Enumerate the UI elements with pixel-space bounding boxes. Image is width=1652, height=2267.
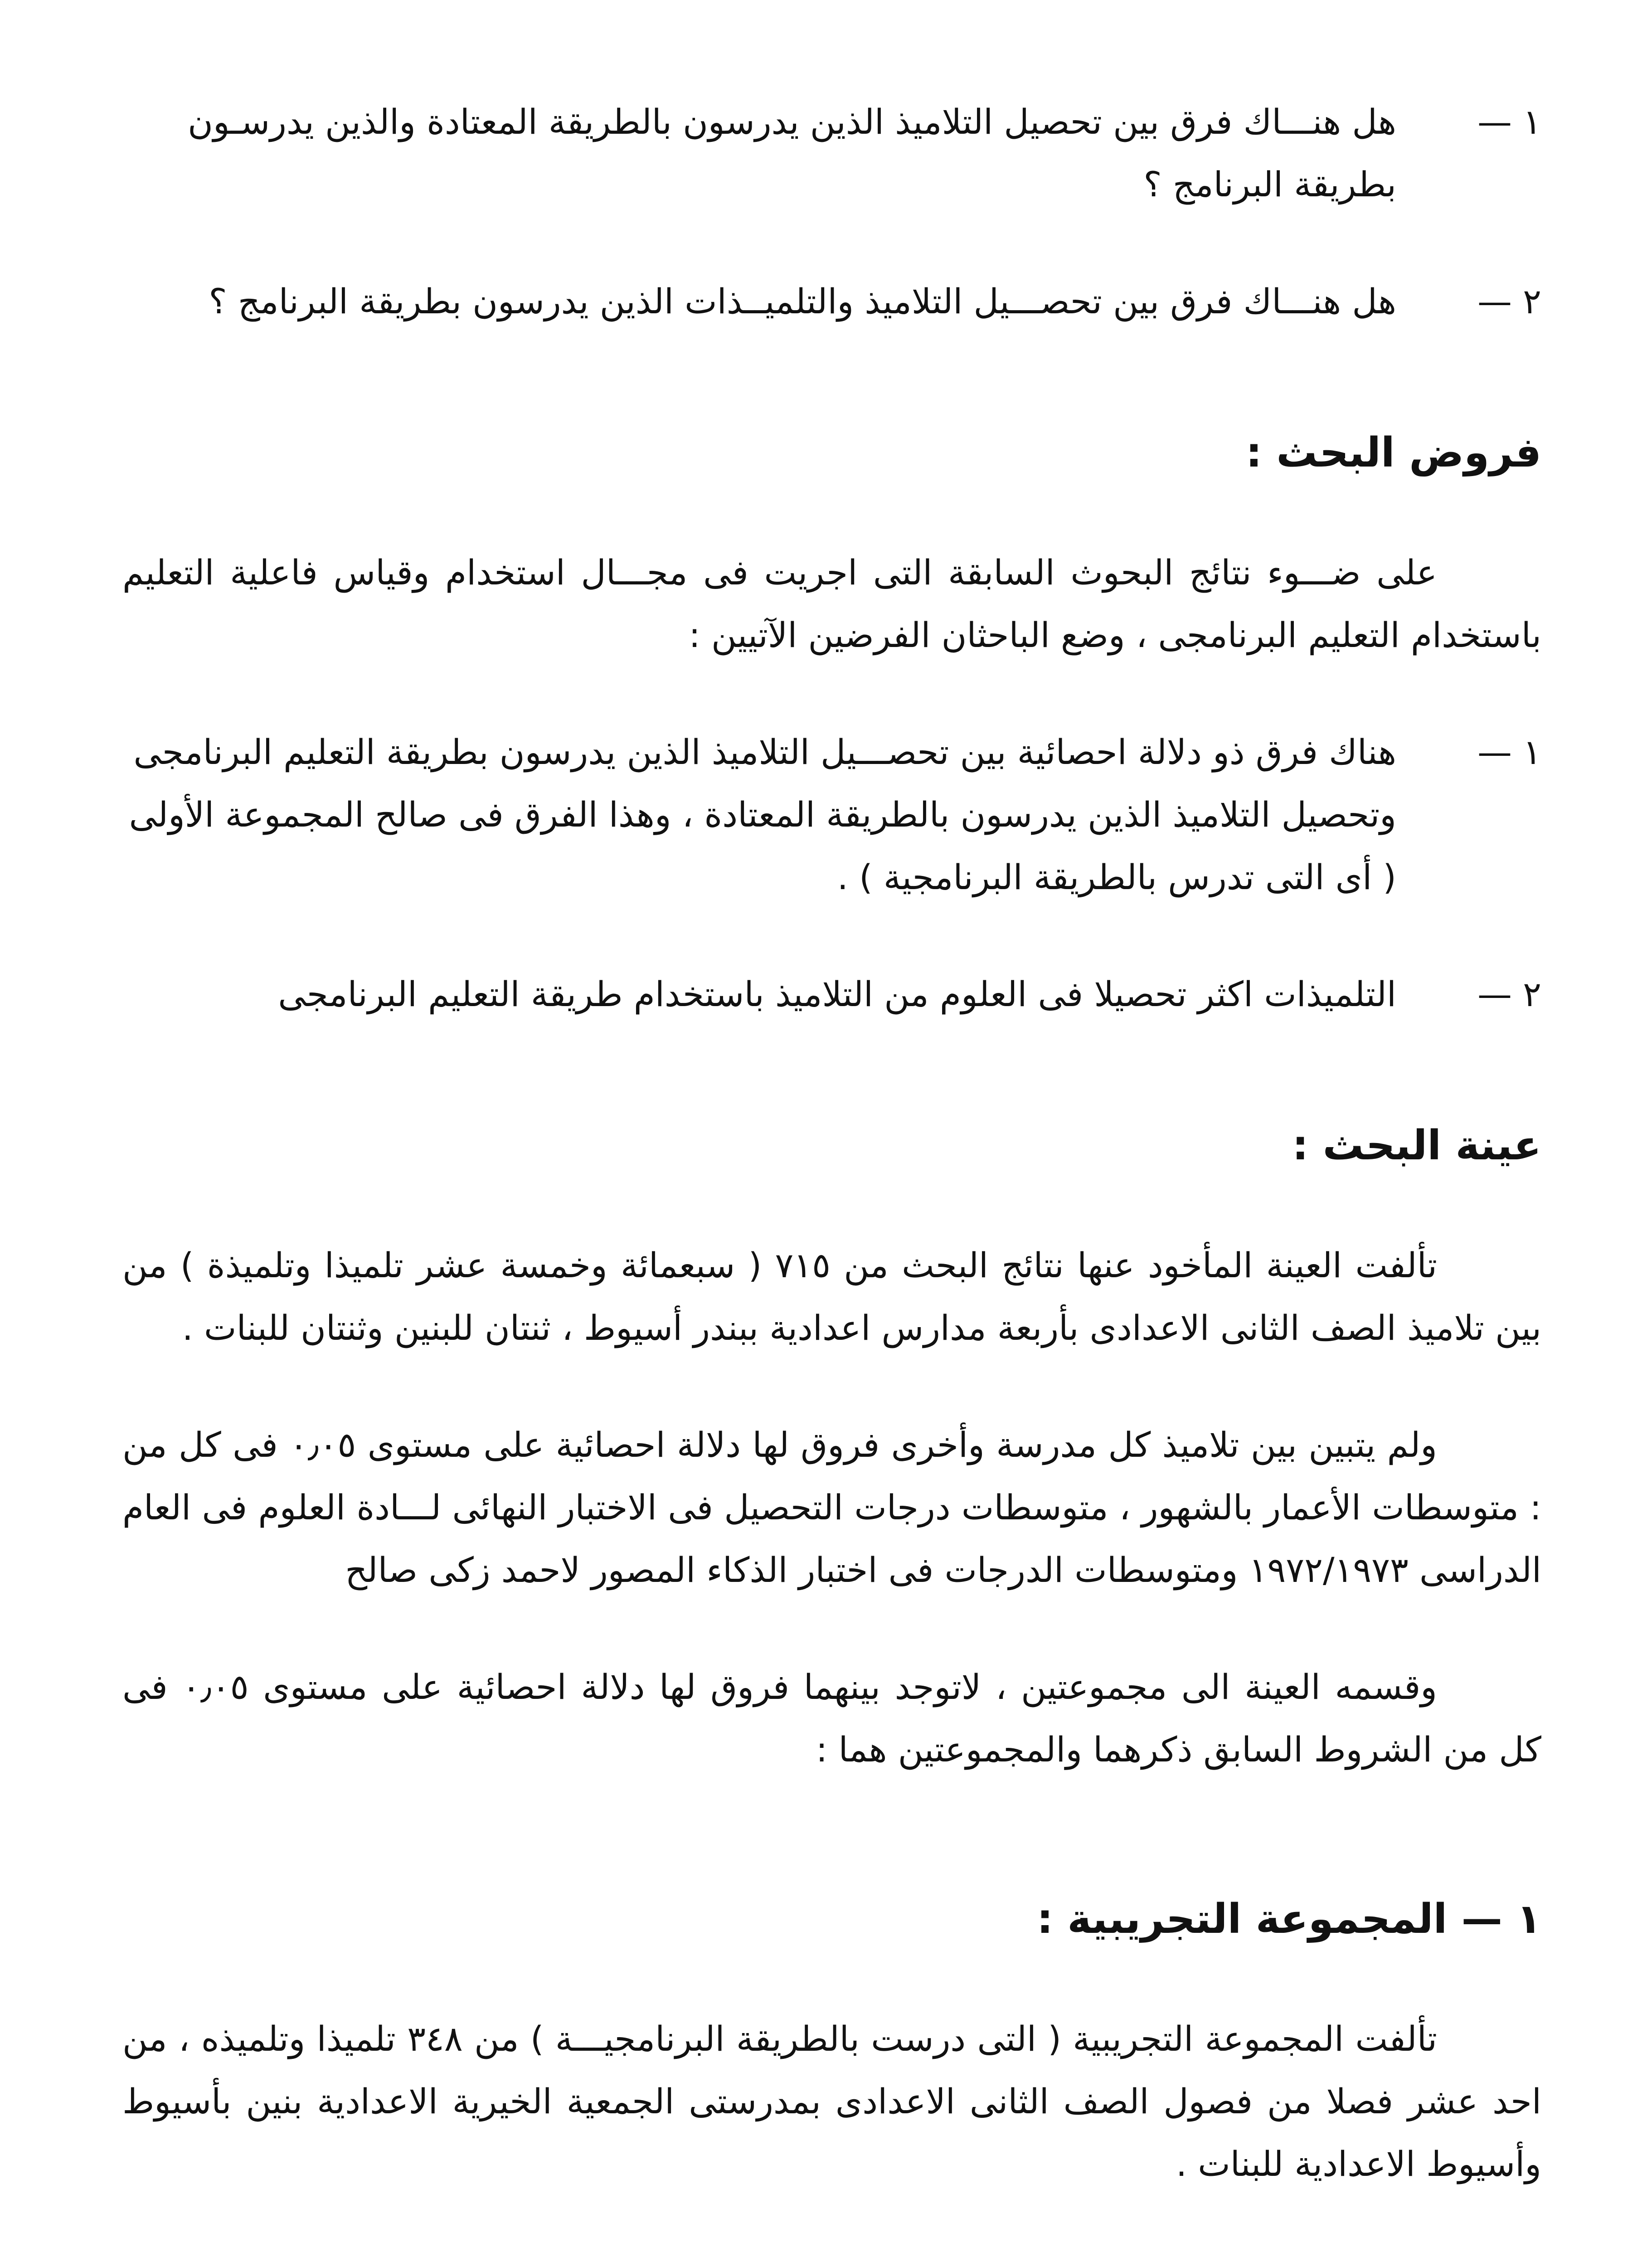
section-heading-sample: عينة البحث : (1292, 1122, 1541, 1169)
hypothesis-text: التلميذات اكثر تحصيلا فى العلوم من التلاميذ باستخدام طريقة التعليم البرنامجى (278, 974, 1396, 1014)
question-text: هل هنـــاك فرق بين تحصـــيل التلاميذ والتلميــذات الذين يدرسون بطريقة البرنامج ؟ (209, 281, 1396, 321)
sample-paragraph-1: تألفت العينة المأخود عنها نتائج البحث من ٧١٥ ( سبعمائة وخمسة عشر تلميذا وتلميذة ) من بين تلاميذ الصف الثانى الاعدادى بأربعة مدارس اعدادية ببندر أسيوط ، ثنتان للبنين وثنتان للبنات . (122, 1245, 1541, 1348)
hypothesis-number: ٢ — (1477, 974, 1541, 1014)
sample-paragraph-2: ولم يتبين بين تلاميذ كل مدرسة وأخرى فروق لها دلالة احصائية على مستوى ٠٫٠٥ فى كل من : متوسطات الأعمار بالشهور ، متوسطات درجات التحصيل فى الاختبار النهائى لـــادة العلوم فى العام الدراسى ١٩٧٢/١٩٧٣ ومتوسطات الدرجات فى اختبار الذكاء المصور لاحمد زكى صالح (122, 1425, 1541, 1590)
hypotheses-intro-paragraph: على ضـــوء نتائج البحوث السابقة التى اجريت فى مجـــال استخدام وقياس فاعلية التعليم باستخدام التعليم البرنامجى ، وضع الباحثان الفرضين الآتيين : (122, 552, 1541, 655)
question-text: هل هنـــاك فرق بين تحصيل التلاميذ الذين يدرسون بالطريقة المعتادة والذين يدرسـون بطريقة البرنامج ؟ (188, 102, 1396, 204)
document-page (122, 91, 1541, 2195)
question-number: ١ — (1477, 102, 1541, 142)
section-heading-experimental-group: ١ — المجموعة التجريبية : (1036, 1895, 1541, 1943)
hypothesis-number: ١ — (1477, 732, 1541, 772)
experimental-group-paragraph: تألفت المجموعة التجريبية ( التى درست بالطريقة البرنامجيـــة ) من ٣٤٨ تلميذا وتلميذه ، من احد عشر فصلا من فصول الصف الثانى الاعدادى بمدرستى الجمعية الخيرية الاعدادية بنين بأسيوط وأسيوط الاعدادية للبنات . (122, 2019, 1541, 2184)
hypothesis-1 (122, 721, 1541, 909)
research-question-2 (122, 270, 1541, 333)
research-question-1 (122, 91, 1541, 216)
sample-paragraph-3: وقسمه العينة الى مجموعتين ، لاتوجد بينهما فروق لها دلالة احصائية على مستوى ٠٫٠٥ فى كل من الشروط السابق ذكرهما والمجموعتين هما : (122, 1667, 1541, 1770)
hypothesis-text: هناك فرق ذو دلالة احصائية بين تحصـــيل التلاميذ الذين يدرسون بطريقة التعليم البرنامجى وتحصيل التلاميذ الذين يدرسون بالطريقة المعتادة ، وهذا الفرق فى صالح المجموعة الأولى ( أى التى تدرس بالطريقة البرنامجية ) . (129, 732, 1396, 897)
hypothesis-2 (122, 963, 1541, 1026)
section-heading-hypotheses: فروض البحث : (1245, 429, 1541, 477)
question-number: ٢ — (1477, 281, 1541, 321)
